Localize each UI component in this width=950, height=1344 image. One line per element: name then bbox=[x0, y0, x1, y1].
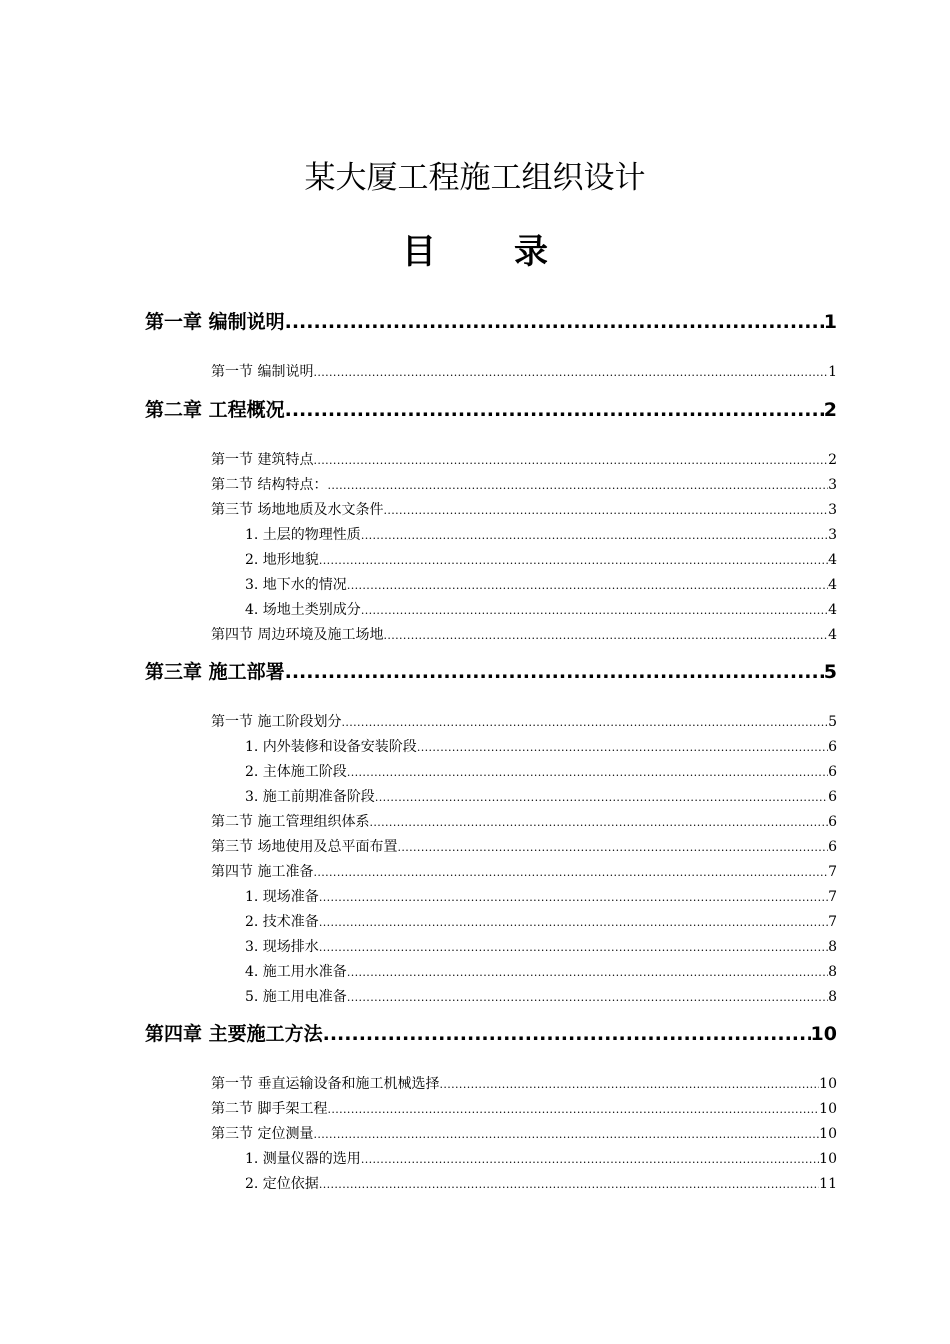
toc-subsection[interactable] bbox=[245, 787, 837, 808]
toc-entry-label: 2. 技术准备 bbox=[245, 914, 319, 930]
dot-leader bbox=[397, 838, 828, 858]
toc-section[interactable] bbox=[211, 812, 837, 833]
toc-entry-label: 1. 测量仪器的选用 bbox=[245, 1151, 361, 1167]
toc-entry-label: 5. 施工用电准备 bbox=[245, 989, 347, 1005]
dot-leader bbox=[383, 501, 828, 521]
toc-entry-page: 7 bbox=[828, 864, 837, 880]
dot-leader bbox=[319, 913, 828, 933]
toc-subsection[interactable] bbox=[245, 737, 837, 758]
toc-entry-label: 1. 现场准备 bbox=[245, 889, 319, 905]
toc-section[interactable] bbox=[211, 1099, 837, 1120]
toc-entry-page: 4 bbox=[828, 552, 837, 568]
toc-entry-page: 5 bbox=[823, 661, 837, 683]
dot-leader bbox=[369, 813, 828, 833]
dot-leader bbox=[375, 788, 828, 808]
toc-section[interactable] bbox=[211, 362, 837, 383]
toc-entry-page: 6 bbox=[828, 839, 837, 855]
toc-section[interactable] bbox=[211, 837, 837, 858]
toc-subsection[interactable] bbox=[245, 987, 837, 1008]
toc-entry-label: 第一节 垂直运输设备和施工机械选择 bbox=[211, 1076, 440, 1092]
toc-entry-label: 第四节 施工准备 bbox=[211, 864, 314, 880]
toc-entry-label: 第一节 建筑特点 bbox=[211, 452, 314, 468]
toc-subsection[interactable] bbox=[245, 962, 837, 983]
toc-entry-page: 10 bbox=[819, 1101, 837, 1117]
toc-entry-label: 3. 现场排水 bbox=[245, 939, 319, 955]
toc-entry-label: 第二章 工程概况 bbox=[145, 399, 285, 421]
toc-entry-page: 3 bbox=[828, 502, 837, 518]
toc-subsection[interactable] bbox=[245, 912, 837, 933]
toc-heading-left: 目 bbox=[402, 232, 436, 272]
toc-subsection[interactable] bbox=[245, 762, 837, 783]
toc-entry-page: 4 bbox=[828, 577, 837, 593]
dot-leader bbox=[417, 738, 828, 758]
dot-leader bbox=[347, 988, 828, 1008]
toc-entry-page: 1 bbox=[828, 364, 837, 380]
dot-leader bbox=[383, 626, 828, 646]
toc-subsection[interactable] bbox=[245, 887, 837, 908]
dot-leader bbox=[361, 601, 828, 621]
toc-entry-label: 第四章 主要施工方法 bbox=[145, 1023, 323, 1045]
dot-leader bbox=[319, 1175, 819, 1195]
dot-leader bbox=[439, 1075, 819, 1095]
toc-entry-page: 10 bbox=[819, 1076, 837, 1092]
dot-leader bbox=[285, 397, 824, 423]
toc-subsection[interactable] bbox=[245, 1149, 837, 1170]
toc-section[interactable] bbox=[211, 712, 837, 733]
toc-chapter[interactable] bbox=[145, 1021, 837, 1047]
toc-entry-label: 4. 施工用水准备 bbox=[245, 964, 347, 980]
dot-leader bbox=[347, 576, 828, 596]
toc-entry-label: 第三节 定位测量 bbox=[211, 1126, 314, 1142]
toc-subsection[interactable] bbox=[245, 550, 837, 571]
dot-leader bbox=[319, 938, 828, 958]
toc-entry-label: 3. 地下水的情况 bbox=[245, 577, 347, 593]
toc-entry-label: 第一章 编制说明 bbox=[145, 311, 285, 333]
toc-entry-page: 4 bbox=[828, 627, 837, 643]
dot-leader bbox=[347, 763, 828, 783]
dot-leader bbox=[361, 1150, 819, 1170]
toc-entry-label: 第三节 场地地质及水文条件 bbox=[211, 502, 384, 518]
toc-entry-label: 2. 地形地貌 bbox=[245, 552, 319, 568]
toc-entry-page: 4 bbox=[828, 602, 837, 618]
toc-entry-label: 第二节 施工管理组织体系 bbox=[211, 814, 370, 830]
toc-section[interactable] bbox=[211, 1074, 837, 1095]
toc-entry-page: 8 bbox=[828, 989, 837, 1005]
toc-entry-label: 第一节 编制说明 bbox=[211, 364, 314, 380]
toc-subsection[interactable] bbox=[245, 575, 837, 596]
toc-entry-page: 7 bbox=[828, 914, 837, 930]
toc-entry-page: 8 bbox=[828, 964, 837, 980]
toc-section[interactable] bbox=[211, 500, 837, 521]
toc-heading bbox=[0, 230, 950, 274]
dot-leader bbox=[361, 526, 828, 546]
toc-entry-label: 1. 土层的物理性质 bbox=[245, 527, 361, 543]
toc-entry-page: 6 bbox=[828, 764, 837, 780]
dot-leader bbox=[323, 1021, 811, 1047]
toc-entry-page: 2 bbox=[823, 399, 837, 421]
toc-entry-page: 10 bbox=[819, 1151, 837, 1167]
toc-entry-label: 第三节 场地使用及总平面布置 bbox=[211, 839, 398, 855]
dot-leader bbox=[319, 551, 828, 571]
toc-section[interactable] bbox=[211, 1124, 837, 1145]
dot-leader bbox=[313, 451, 828, 471]
toc-chapter[interactable] bbox=[145, 309, 837, 335]
toc-section[interactable] bbox=[211, 475, 837, 496]
dot-leader bbox=[285, 659, 824, 685]
toc-entry-label: 第三章 施工部署 bbox=[145, 661, 285, 683]
toc-entry-label: 第一节 施工阶段划分 bbox=[211, 714, 342, 730]
toc-entry-page: 10 bbox=[819, 1126, 837, 1142]
toc-entry-page: 1 bbox=[823, 311, 837, 333]
toc-heading-right: 录 bbox=[514, 232, 548, 272]
toc-entry-page: 6 bbox=[828, 814, 837, 830]
dot-leader bbox=[327, 476, 828, 496]
dot-leader bbox=[313, 863, 828, 883]
toc-entry-page: 5 bbox=[828, 714, 837, 730]
toc-entry-page: 6 bbox=[828, 789, 837, 805]
toc-entry-label: 3. 施工前期准备阶段 bbox=[245, 789, 375, 805]
toc-entry-label: 2. 主体施工阶段 bbox=[245, 764, 347, 780]
dot-leader bbox=[313, 363, 828, 383]
toc-subsection[interactable] bbox=[245, 525, 837, 546]
dot-leader bbox=[319, 888, 828, 908]
toc-chapter[interactable] bbox=[145, 397, 837, 423]
toc-chapter[interactable] bbox=[145, 659, 837, 685]
dot-leader bbox=[285, 309, 824, 335]
toc-entry-page: 10 bbox=[810, 1023, 837, 1045]
toc-subsection[interactable] bbox=[245, 600, 837, 621]
document-title: 某大厦工程施工组织设计 bbox=[304, 160, 646, 196]
toc-section[interactable] bbox=[211, 625, 837, 646]
toc-subsection[interactable] bbox=[245, 937, 837, 958]
dot-leader bbox=[341, 713, 828, 733]
toc-entry-page: 2 bbox=[828, 452, 837, 468]
toc-entry-label: 第二节 脚手架工程 bbox=[211, 1101, 328, 1117]
toc-subsection[interactable] bbox=[245, 1174, 837, 1195]
toc-entry-page: 7 bbox=[828, 889, 837, 905]
toc-entry-label: 第四节 周边环境及施工场地 bbox=[211, 627, 384, 643]
toc-section[interactable] bbox=[211, 862, 837, 883]
dot-leader bbox=[347, 963, 828, 983]
toc-entry-page: 3 bbox=[828, 477, 837, 493]
toc-entry-label: 第二节 结构特点： bbox=[211, 477, 328, 493]
toc-entry-page: 6 bbox=[828, 739, 837, 755]
toc-entry-page: 8 bbox=[828, 939, 837, 955]
toc-section[interactable] bbox=[211, 450, 837, 471]
dot-leader bbox=[327, 1100, 819, 1120]
toc-entry-page: 11 bbox=[819, 1176, 837, 1192]
toc-entry-label: 1. 内外装修和设备安装阶段 bbox=[245, 739, 417, 755]
toc-entry-page: 3 bbox=[828, 527, 837, 543]
toc-entry-label: 4. 场地土类别成分 bbox=[245, 602, 361, 618]
toc-entry-label: 2. 定位依据 bbox=[245, 1176, 319, 1192]
dot-leader bbox=[313, 1125, 819, 1145]
